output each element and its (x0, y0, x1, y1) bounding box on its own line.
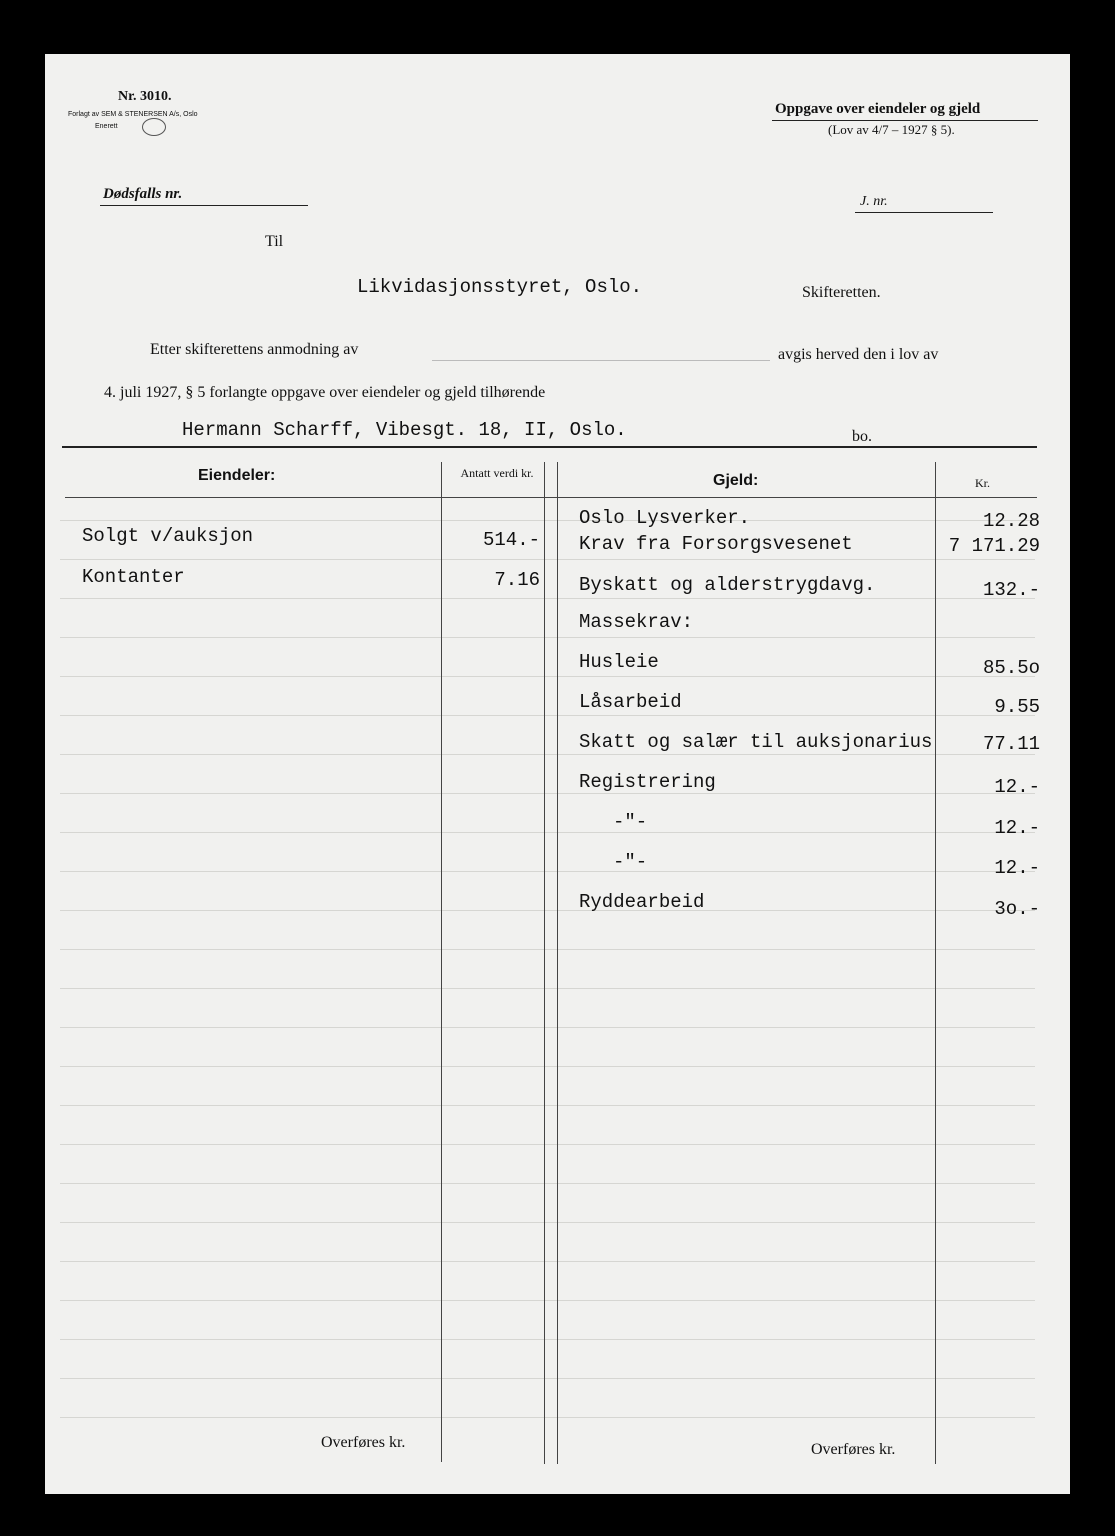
debts-value-header: Kr. (975, 476, 990, 490)
request-text: Etter skifterettens anmodning av (150, 341, 359, 358)
form-title: Oppgave over eiendeler og gjeld (775, 101, 981, 117)
middle-divider (557, 462, 558, 1464)
request-date-line (432, 360, 770, 361)
debt-row-value: 12.28 (982, 510, 1040, 532)
ruled-line (60, 1417, 1035, 1418)
publisher-seal-icon (142, 118, 166, 136)
asset-row-value: 514.- (482, 529, 540, 551)
copyright-label: Enerett (95, 123, 118, 130)
debt-row-label: Oslo Lysverker. (579, 507, 751, 529)
debt-row-value: 12.- (994, 857, 1040, 879)
debt-row-value: 12.- (994, 817, 1040, 839)
assets-value-column-line (441, 462, 442, 1462)
delivery-text: avgis herved den i lov av (778, 346, 939, 363)
asset-row-label: Solgt v/auksjon (82, 525, 254, 547)
debt-row-value: 7 171.29 (948, 535, 1040, 557)
debt-row-label: Registrering (579, 771, 716, 793)
debt-row-label: Skatt og salær til auksjonarius (579, 731, 933, 753)
ruled-line (60, 637, 1035, 638)
ruled-line (60, 1261, 1035, 1262)
debts-header: Gjeld: (713, 472, 759, 489)
ruled-line (60, 1105, 1035, 1106)
table-top-rule (62, 446, 1037, 448)
ruled-line (60, 988, 1035, 989)
publisher-line: Forlagt av SEM & STENERSEN A/s, Oslo (68, 111, 198, 118)
debt-row-label: Ryddearbeid (579, 891, 705, 913)
death-case-number-label: Dødsfalls nr. (103, 186, 183, 202)
debt-row-label: -"- (613, 851, 648, 873)
recipient-name: Likvidasjonsstyret, Oslo. (357, 276, 643, 298)
ruled-line (60, 1222, 1035, 1223)
ruled-line (60, 1183, 1035, 1184)
debt-row-label: Byskatt og alderstrygdavg. (579, 574, 876, 596)
assets-value-header: Antatt verdi kr. (460, 466, 534, 480)
asset-row-label: Kontanter (82, 566, 185, 588)
debt-row-label: Krav fra Forsorgsvesenet (579, 533, 853, 555)
debts-carry-forward-label: Overføres kr. (811, 1441, 896, 1458)
law-text: 4. juli 1927, § 5 forlangte oppgave over eiendeler og gjeld tilhørende (104, 384, 546, 401)
ruled-line (60, 949, 1035, 950)
form-title-underline (772, 120, 1038, 121)
court-word: Skifteretten. (802, 284, 881, 301)
ruled-line (60, 1144, 1035, 1145)
debt-row-label: Massekrav: (579, 611, 694, 633)
debt-row-value: 12.- (994, 776, 1040, 798)
estate-owner: Hermann Scharff, Vibesgt. 18, II, Oslo. (182, 419, 627, 441)
ruled-line (60, 1339, 1035, 1340)
ruled-line (60, 559, 1035, 560)
debt-row-value: 9.55 (994, 696, 1040, 718)
ruled-line (60, 1027, 1035, 1028)
debt-row-label: -"- (613, 811, 648, 833)
assets-header: Eiendeler: (198, 467, 276, 484)
assets-carry-forward-label: Overføres kr. (321, 1434, 406, 1451)
ruled-line (60, 1300, 1035, 1301)
journal-number-label: J. nr. (860, 194, 888, 209)
debt-row-value: 77.11 (982, 733, 1040, 755)
form-number: Nr. 3010. (118, 89, 172, 104)
to-label: Til (265, 233, 284, 250)
assets-right-column-line (544, 462, 545, 1464)
debts-value-column-line (935, 462, 936, 1464)
debt-row-value: 3o.- (994, 898, 1040, 920)
estate-suffix: bo. (852, 428, 872, 445)
law-reference: (Lov av 4/7 – 1927 § 5). (828, 122, 955, 137)
debt-row-label: Husleie (579, 651, 659, 673)
asset-row-value: 7.16 (494, 569, 540, 591)
debt-row-value: 132.- (982, 579, 1040, 601)
death-case-number-line (100, 205, 308, 206)
journal-number-line (855, 212, 993, 213)
ruled-line (60, 1378, 1035, 1379)
debt-row-label: Låsarbeid (579, 691, 682, 713)
debt-row-value: 85.5o (982, 657, 1040, 679)
ruled-line (60, 1066, 1035, 1067)
header-separator (65, 497, 1037, 498)
